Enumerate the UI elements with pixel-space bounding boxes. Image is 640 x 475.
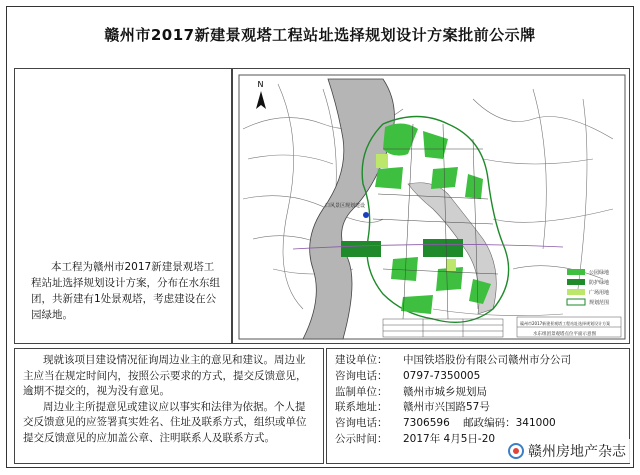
info-row-phone-postcode [335,416,621,432]
info-value: 7306596 邮政编码：341000 [403,417,556,430]
north-arrow-icon [256,80,266,109]
info-label: 公示时间： [335,432,388,445]
notice-panel [14,348,324,464]
legend-protective: 防护绿地 [589,280,610,286]
wechat-logo-icon [508,443,524,459]
protective-green-belts [341,239,463,257]
info-label: 咨询电话： [335,417,388,430]
notice-paragraph-2: 周边业主所提意见或建议应以事实和法律为依据。个人提交反馈意见的应签署真实姓名、住址及联系方式，组织或单位提交反馈意见的应加盖公章、注明联系人及联系方式。 [23,400,307,444]
info-value: 中国铁塔股份有限公司赣州市分公司 [403,354,571,366]
legend-plaza: 广场用地 [589,290,610,296]
legend-park: 公园绿地 [589,270,610,276]
tower-label: 口风景区规划建设 [325,203,366,209]
info-row-address [335,400,621,416]
info-row-builder [335,353,621,369]
site-map [232,68,630,344]
map-drawing [233,69,630,344]
watermark [504,439,630,463]
river [303,79,394,339]
info-label: 监制单位： [335,385,388,398]
svg-text:N: N [257,80,264,89]
project-description: 本工程为赣州市2017新建景观塔工程站址选择规划设计方案，分布在水东组团，共新建有1处景观塔，考虑建设在公园绿地。 [31,261,220,321]
info-value: 2017年 4月5日-20 [403,432,496,445]
info-label: 咨询电话： [335,369,388,382]
map-legend [567,269,609,306]
info-value: 赣州市城乡规划局 [403,385,487,398]
table-title: 赣州市2017新建景观塔工程站址选择规划设计方案 [520,321,611,326]
legend-boundary: 规划范围 [589,300,610,306]
info-label: 建设单位： [335,354,388,366]
tower-marker-icon [363,212,369,218]
info-row-phone [335,369,621,385]
page-title: 赣州市2017新建景观塔工程站址选择规划设计方案批前公示牌 [104,26,536,44]
info-row-supervisor [335,385,621,401]
info-value: 0797-7350005 [403,369,481,382]
table-note: 水东组团景观塔点位平面示意图 [533,332,596,337]
notice-paragraph-1: 现就该项目建设情况征询周边业主的意见和建议。周边业主应当在规定时间内，按照公示要求的方式，提交反馈意见，逾期不提交的，视为没有意见。 [23,354,307,397]
info-value: 赣州市兴国路57号 [403,401,490,414]
watermark-text: 赣州房地产杂志 [528,444,626,460]
description-panel [14,68,232,344]
info-label: 联系地址： [335,401,388,414]
